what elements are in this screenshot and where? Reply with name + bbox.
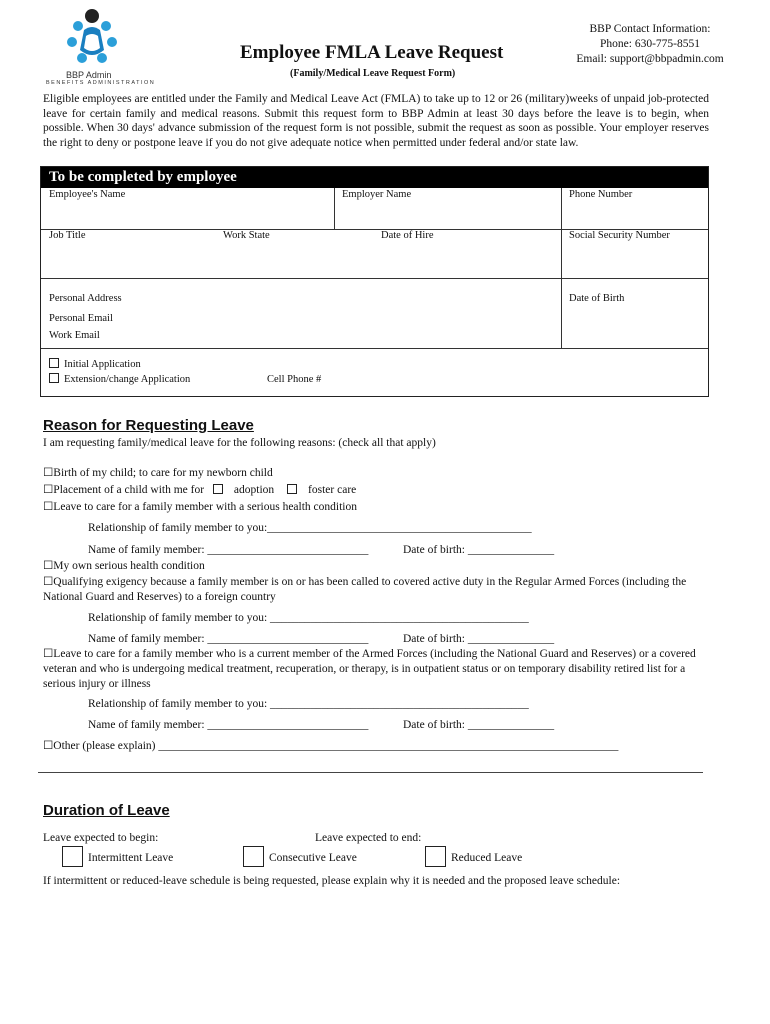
reason-birth-option[interactable]: ☐Birth of my child; to care for my newborn child — [43, 467, 273, 479]
reduced-leave-checkbox[interactable] — [425, 846, 446, 867]
reason-heading: Reason for Requesting Leave — [43, 417, 254, 434]
contact-info — [560, 22, 740, 67]
reason-other-option[interactable]: ☐Other (please explain) ________________________________________________________________________________ — [43, 740, 619, 752]
employee-section — [40, 166, 709, 397]
work-email-field[interactable]: Work Email — [49, 330, 100, 341]
foster-care-checkbox[interactable] — [287, 484, 297, 494]
reason-care-military-option[interactable]: ☐Leave to care for a family member who is a current member of the Armed Forces (including the National Guard and Reserves) or a covered veteran and who is undergoing medical treatment, recuperation, or therapy, is in outpatient status or on temporary disability retired list for a serious injury or illness — [43, 648, 696, 690]
personal-address-field[interactable]: Personal Address — [49, 293, 122, 304]
extension-application-checkbox[interactable] — [49, 373, 59, 383]
employee-name-field[interactable]: Employee's Name — [49, 189, 126, 200]
page-title: Employee FMLA Leave Request — [240, 42, 504, 63]
initial-application-option[interactable]: Initial Application — [49, 358, 141, 370]
family-name-field-2[interactable]: Name of family member: ____________________________ — [88, 633, 369, 645]
leave-begin-field[interactable]: Leave expected to begin: — [43, 832, 159, 844]
work-state-field[interactable]: Work State — [223, 230, 270, 241]
date-of-hire-field[interactable]: Date of Hire — [381, 230, 434, 241]
family-dob-field-2[interactable]: Date of birth: _______________ — [403, 633, 555, 645]
reason-exigency-option[interactable]: ☐Qualifying exigency because a family member is on or has been called to covered active duty in the Regular Armed Forces (including the National Guard and Reserves) to a foreign country — [43, 576, 687, 603]
employer-name-field[interactable]: Employer Name — [342, 189, 412, 200]
reason-own-condition-option[interactable]: ☐My own serious health condition — [43, 560, 205, 572]
contact-email: Email: support@bbpadmin.com — [576, 53, 724, 65]
leave-schedule-explain[interactable]: If intermittent or reduced-leave schedule is being requested, please explain why it is needed and the proposed leave schedule: — [43, 875, 621, 887]
leave-end-field[interactable]: Leave expected to end: — [315, 832, 422, 844]
personal-email-field[interactable]: Personal Email — [49, 313, 113, 324]
job-title-field[interactable]: Job Title — [49, 230, 86, 241]
initial-application-checkbox[interactable] — [49, 358, 59, 368]
relationship-field-3[interactable]: Relationship of family member to you: _____________________________________________ — [88, 698, 529, 710]
ssn-field[interactable]: Social Security Number — [569, 230, 670, 241]
intermittent-leave-label: Intermittent Leave — [88, 852, 174, 864]
contact-phone: Phone: 630-775-8551 — [600, 38, 700, 50]
logo-name: BBP Admin — [66, 70, 112, 80]
phone-number-field[interactable]: Phone Number — [569, 189, 633, 200]
reason-instruction: I am requesting family/medical leave for the following reasons: (check all that apply) — [43, 437, 436, 449]
intermittent-leave-checkbox[interactable] — [62, 846, 83, 867]
contact-title: BBP Contact Information: — [589, 23, 711, 35]
reason-care-family-option[interactable]: ☐Leave to care for a family member with a serious health condition — [43, 501, 357, 513]
cell-phone-field[interactable]: Cell Phone # — [267, 374, 322, 385]
reason-placement-option[interactable]: ☐Placement of a child with me for adoption foster care — [43, 484, 357, 496]
relationship-field-1[interactable]: Relationship of family member to you:______________________________________________ — [88, 522, 532, 534]
extension-application-option[interactable]: Extension/change Application — [49, 373, 190, 385]
logo-tagline: BENEFITS ADMINISTRATION — [46, 80, 156, 86]
date-of-birth-field[interactable]: Date of Birth — [569, 293, 625, 304]
consecutive-leave-checkbox[interactable] — [243, 846, 264, 867]
family-name-field-1[interactable]: Name of family member: ____________________________ — [88, 544, 369, 556]
adoption-label: adoption — [233, 484, 275, 496]
family-dob-field-1[interactable]: Date of birth: _______________ — [403, 544, 555, 556]
foster-care-label: foster care — [308, 484, 357, 496]
reduced-leave-label: Reduced Leave — [451, 852, 523, 864]
intro-paragraph: Eligible employees are entitled under the Family and Medical Leave Act (FMLA) to take up to 12 or 26 (military)weeks of unpaid job-protected leave for certain family and medical reasons. Submit this request form to BBP Admin at least 30 days before the leave is to begin, when possible. When 30 days' advance submission of the request form is not possible, submit the request as soon as possible. Your employer reserves the right to deny or postpone leave if you do not give adequate notice when permitted under federal and/or state law. — [43, 93, 709, 149]
section-divider — [38, 772, 703, 773]
logo-icon — [58, 6, 138, 72]
family-name-field-3[interactable]: Name of family member: ____________________________ — [88, 719, 369, 731]
employee-section-heading: To be completed by employee — [41, 167, 708, 188]
consecutive-leave-label: Consecutive Leave — [269, 852, 357, 864]
relationship-field-2[interactable]: Relationship of family member to you: _____________________________________________ — [88, 612, 529, 624]
page-subtitle: (Family/Medical Leave Request Form) — [290, 68, 456, 79]
duration-heading: Duration of Leave — [43, 802, 170, 819]
adoption-checkbox[interactable] — [213, 484, 223, 494]
family-dob-field-3[interactable]: Date of birth: _______________ — [403, 719, 555, 731]
